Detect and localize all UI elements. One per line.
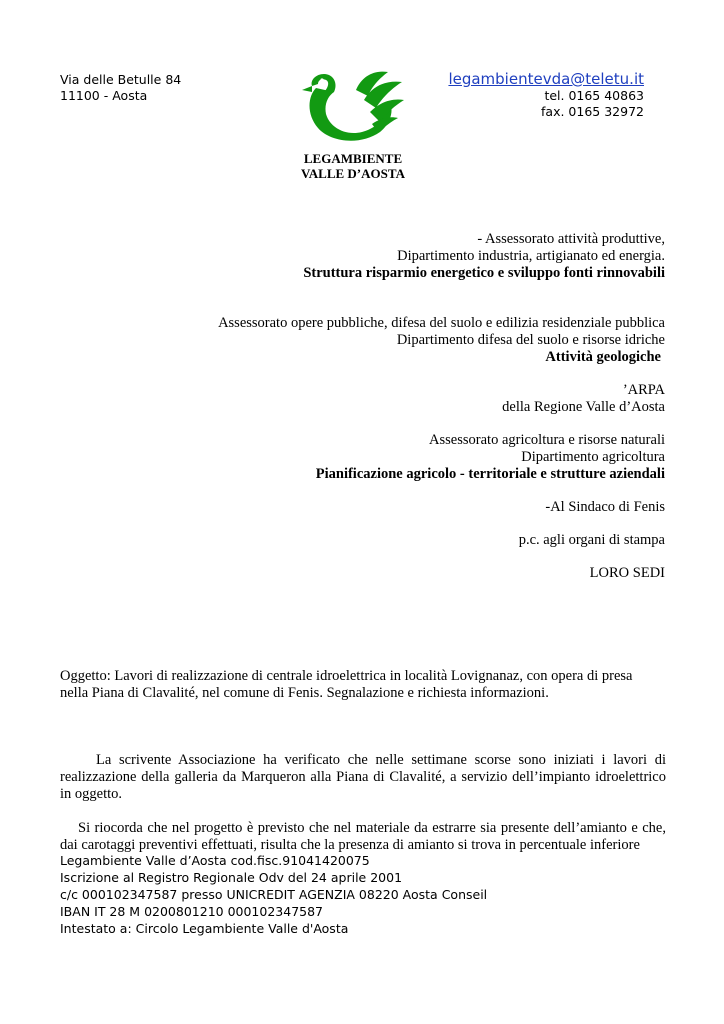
org-name-line-2: VALLE D’AOSTA <box>301 166 405 181</box>
recipient-2 <box>145 315 665 366</box>
footer-info <box>60 852 487 937</box>
legambiente-logo <box>298 66 408 148</box>
subject <box>60 668 670 702</box>
recipient-1 <box>145 231 665 282</box>
recipient-5 <box>145 499 665 516</box>
sender-address <box>60 72 181 104</box>
sender-contacts <box>448 70 644 120</box>
recipient-3 <box>145 382 665 416</box>
recipient-line: LORO SEDI <box>589 565 665 581</box>
recipients <box>145 231 665 582</box>
recipient-line: della Regione Valle d’Aosta <box>502 399 665 415</box>
body-paragraph-2: Si riocorda che nel progetto è previsto che nel materiale da estrarre sia presente dell’amianto e che, dai carotaggi preventivi effettuati, risulta che la presenza di amianto si trova in percentuale inferiore <box>60 820 666 853</box>
recipient-line: Assessorato opere pubbliche, difesa del suolo e edilizia residenziale pubblica <box>218 315 665 331</box>
recipient-line: - Assessorato attività produttive, <box>477 231 665 247</box>
recipient-line: Assessorato agricoltura e risorse naturali <box>429 432 665 448</box>
subject-line-1: Oggetto: Lavori di realizzazione di centrale idroelettrica in località Lovignanaz, con opera di presa <box>60 668 633 684</box>
recipient-line: Dipartimento agricoltura <box>521 449 665 465</box>
address-line-1: Via delle Betulle 84 <box>60 72 182 87</box>
footer-line-3: c/c 000102347587 presso UNICREDIT AGENZIA 08220 Aosta Conseil <box>60 887 488 902</box>
swan-logo-icon <box>298 66 408 148</box>
recipient-line: Dipartimento industria, artigianato ed energia. <box>397 248 665 264</box>
recipient-bold-line: Attività geologiche <box>545 349 661 365</box>
recipient-line: Dipartimento difesa del suolo e risorse idriche <box>396 332 665 348</box>
recipient-4 <box>145 432 665 483</box>
recipient-bold-line: Struttura risparmio energetico e sviluppo fonti rinnovabili <box>303 265 665 281</box>
recipient-bold-line: Pianificazione agricolo - territoriale e strutture aziendali <box>315 466 665 482</box>
body-paragraph-1: La scrivente Associazione ha verificato che nelle settimane scorse sono iniziati i lavori di realizzazione della galleria da Marqueron alla Piana di Clavalité, a servizio dell’impianto idroelettrico in oggetto. <box>60 752 666 802</box>
recipient-line: p.c. agli organi di stampa <box>518 532 665 548</box>
recipient-line: ’ARPA <box>622 382 665 398</box>
recipient-6 <box>145 532 665 549</box>
footer-line-1: Legambiente Valle d’Aosta cod.fisc.91041420075 <box>60 853 370 868</box>
email-link[interactable]: legambientevda@teletu.it <box>448 70 644 88</box>
footer-line-5: Intestato a: Circolo Legambiente Valle d'Aosta <box>60 921 349 936</box>
footer-line-4: IBAN IT 28 M 0200801210 000102347587 <box>60 904 324 919</box>
recipient-7 <box>145 565 665 582</box>
subject-line-2: nella Piana di Clavalité, nel comune di Fenis. Segnalazione e richiesta informazioni. <box>60 685 549 701</box>
fax-number: fax. 0165 32972 <box>541 104 644 119</box>
phone-number: tel. 0165 40863 <box>544 88 644 103</box>
footer-line-2: Iscrizione al Registro Regionale Odv del 24 aprile 2001 <box>60 870 403 885</box>
org-name-line-1: LEGAMBIENTE <box>303 151 403 166</box>
address-line-2: 11100 - Aosta <box>60 88 148 103</box>
recipient-line: -Al Sindaco di Fenis <box>545 499 665 515</box>
organization-name <box>278 151 428 181</box>
